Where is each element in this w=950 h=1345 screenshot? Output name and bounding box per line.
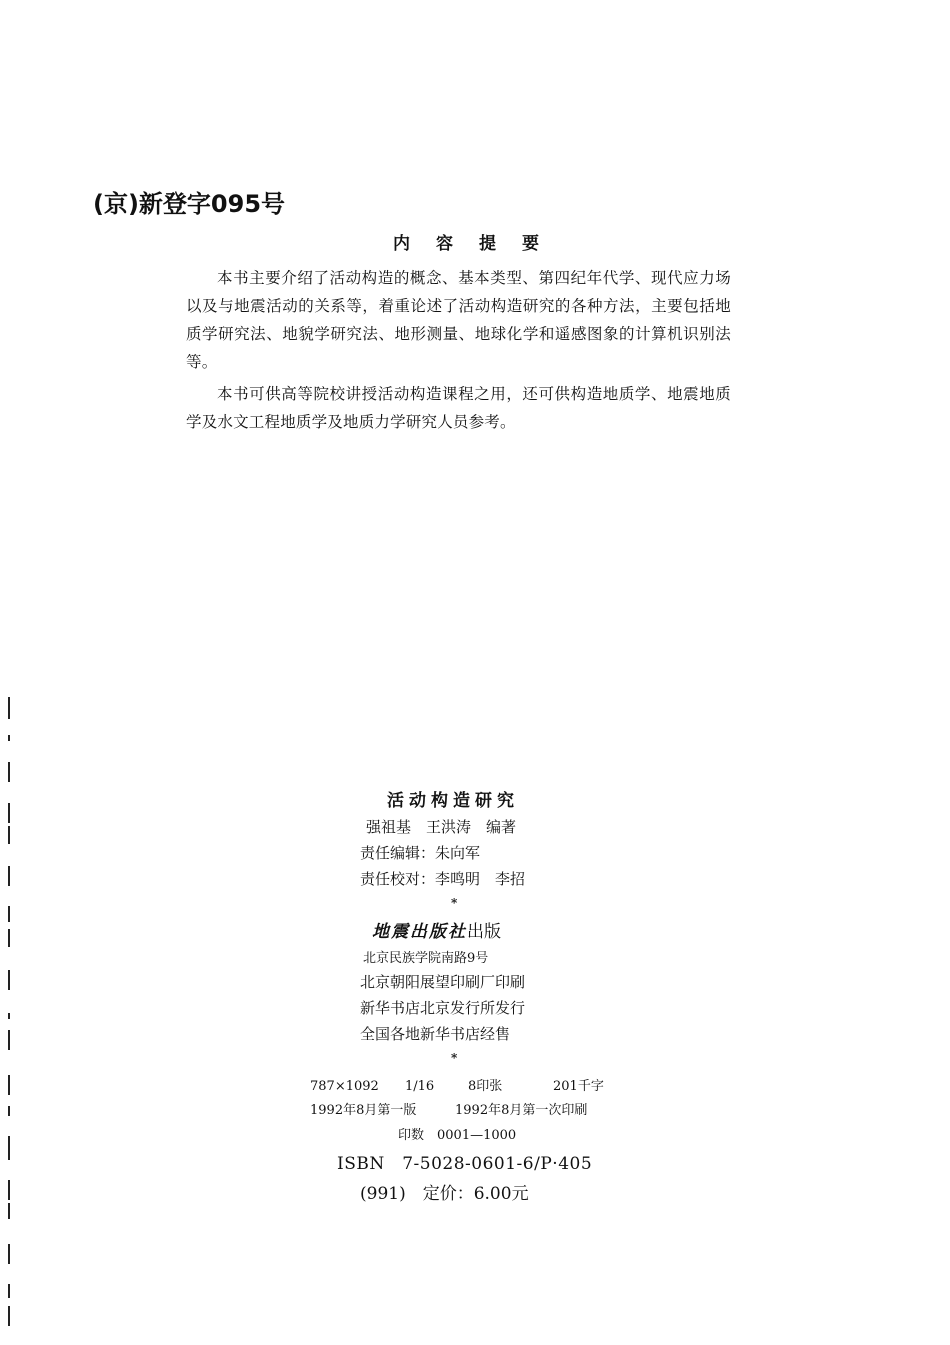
abstract-body: [186, 264, 731, 436]
seller: 全国各地新华书店经售: [360, 1025, 511, 1043]
responsible-proofreaders: 责任校对：李鸣明 李招: [360, 870, 526, 888]
abstract-paragraph-1: 本书主要介绍了活动构造的概念、基本类型、第四纪年代学、现代应力场以及与地震活动的关系等，着重论述了活动构造研究的各种方法，主要包括地质学研究法、地貌学研究法、地形测量、地球化学和遥感图象的计算机识别法等。: [186, 269, 731, 371]
publisher-line: [372, 917, 501, 942]
printed-sheets: 8印张: [468, 1079, 503, 1094]
abstract-heading: 内容提要: [393, 234, 565, 254]
print-run: 印数 0001—1000: [398, 1128, 517, 1143]
price: (991) 定价：6.00元: [360, 1184, 529, 1204]
edition-info: [310, 1099, 587, 1118]
isbn: ISBN 7-5028-0601-6/P·405: [337, 1154, 593, 1174]
paper-format: 787×1092: [310, 1079, 379, 1094]
first-edition: 1992年8月第一版: [310, 1103, 417, 1118]
authors: 强祖基 王洪涛 编著: [366, 818, 517, 836]
book-specs: [310, 1075, 604, 1094]
first-printing: 1992年8月第一次印刷: [455, 1103, 588, 1118]
publisher-name: 地震出版社: [372, 922, 467, 942]
separator-star: *: [451, 1051, 458, 1065]
book-title: 活动构造研究: [387, 791, 519, 811]
publisher-address: 北京民族学院南路9号: [363, 951, 489, 966]
registration-number: (京)新登字095号: [93, 190, 286, 218]
abstract-paragraph-2: 本书可供高等院校讲授活动构造课程之用，还可供构造地质学、地震地质学及水文工程地质学及地质力学研究人员参考。: [186, 385, 731, 431]
publisher-suffix: 出版: [467, 922, 501, 942]
word-count: 201千字: [553, 1079, 604, 1094]
separator-star: *: [451, 896, 458, 910]
responsible-editor: 责任编辑：朱向军: [360, 844, 481, 862]
distributor: 新华书店北京发行所发行: [360, 999, 526, 1017]
fold-format: 1/16: [405, 1079, 435, 1094]
printer: 北京朝阳展望印刷厂印刷: [360, 973, 526, 991]
